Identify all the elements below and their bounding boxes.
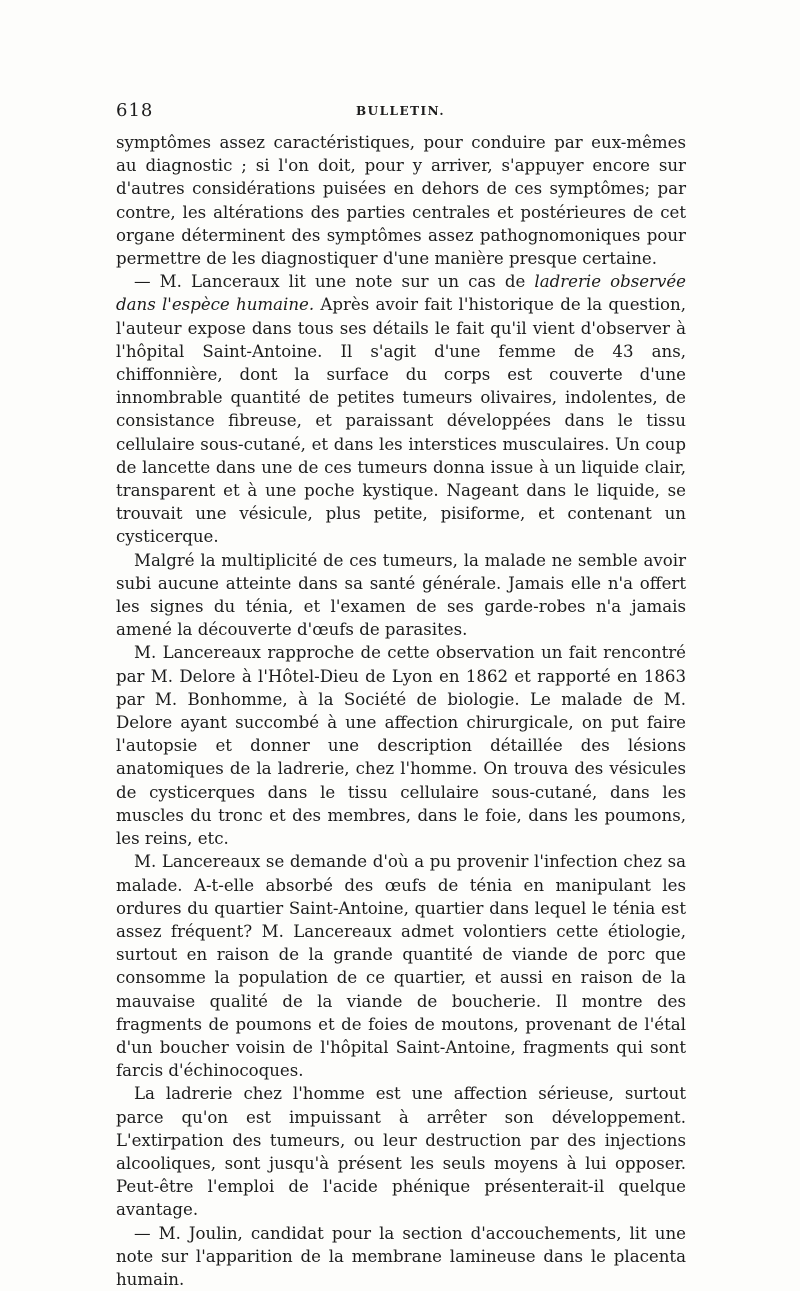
running-head: BULLETIN.	[356, 104, 446, 118]
paragraph-continuation: symptômes assez caractéristiques, pour conduire par eux-mêmes au diagnostic ; si l'on doit, pour y arriver, s'appuyer encore sur d'autres considérations puisées en dehors de ces symptômes; par contre, les altérations des parties centrales et postérieures de cet organe déterminent des symptômes assez pathognomoniques pour permettre de les diagnostiquer d'une manière presque certaine.	[116, 133, 686, 269]
body-text	[116, 131, 686, 1291]
paragraph-joulin-note: — M. Joulin, candidat pour la section d'accouchements, lit une note sur l'apparition de la membrane lamineuse dans le placenta humain.	[116, 1223, 686, 1289]
paragraph-treatment: La ladrerie chez l'homme est une affection sérieuse, surtout parce qu'on est impuissant à arrêter son développement. L'extirpation des tumeurs, ou leur destruction par des injections alcooliques, sont jusqu'à présent les seuls moyens à lui opposer. Peut-être l'emploi de l'acide phénique présenterait-il quelque avantage.	[116, 1084, 686, 1220]
note-title-italic: ladrerie observée dans l'espèce humaine.	[116, 272, 686, 315]
paragraph-general-health: Malgré la multiplicité de ces tumeurs, la malade ne semble avoir subi aucune atteinte dans sa santé générale. Jamais elle n'a offert les signes du ténia, et l'examen de ses garde-robes n'a jamais amené la découverte d'œufs de parasites.	[116, 550, 686, 640]
page-header	[116, 100, 686, 124]
paragraph-infection-origin: M. Lancereaux se demande d'où a pu provenir l'infection chez sa malade. A-t-elle absorbé des œufs de ténia en manipulant les ordures du quartier Saint-Antoine, quartier dans lequel le ténia est assez fréquent? M. Lancereaux admet volontiers cette étiologie, surtout en raison de la grande quantité de viande de porc que consomme la population de ce quartier, et aussi en raison de la mauvaise qualité de la viande de boucherie. Il montre des fragments de poumons et de foies de moutons, provenant de l'étal d'un boucher voisin de l'hôpital Saint-Antoine, fragments qui sont farcis d'échinocoques.	[116, 852, 686, 1081]
paragraph-delore-case: M. Lancereaux rapproche de cette observation un fait rencontré par M. Delore à l'Hôtel-Dieu de Lyon en 1862 et rapporté en 1863 par M. Bonhomme, à la Société de biologie. Le malade de M. Delore ayant succombé à une affection chirurgicale, on put faire l'autopsie et donner une description détaillée des lésions anatomiques de la ladrerie, chez l'homme. On trouva des vésicules de cysticerques dans le tissu cellulaire sous-cutané, dans les muscles du tronc et des membres, dans le foie, dans les poumons, les reins, etc.	[116, 643, 686, 849]
paragraph-lead: — M. Lanceraux lit une note sur un cas de	[134, 272, 535, 292]
paragraph-rest: Après avoir fait l'historique de la question, l'auteur expose dans tous ses détails le fait qu'il vient d'observer à l'hôpital Saint-Antoine. Il s'agit d'une femme de 43 ans, chiffonnière, dont la surface du corps est couverte d'une innombrable quantité de petites tumeurs olivaires, indolentes, de consistance fibreuse, et paraissant développées dans le tissu cellulaire sous-cutané, et dans les interstices musculaires. Un coup de lancette dans une de ces tumeurs donna issue à un liquide clair, transparent et à une poche kystique. Nageant dans le liquide, se trouvait une vésicule, plus petite, pisiforme, et contenant un cysticerque.	[116, 295, 686, 547]
page-number: 618	[116, 100, 154, 121]
paragraph-lanceraux-note	[116, 270, 686, 548]
